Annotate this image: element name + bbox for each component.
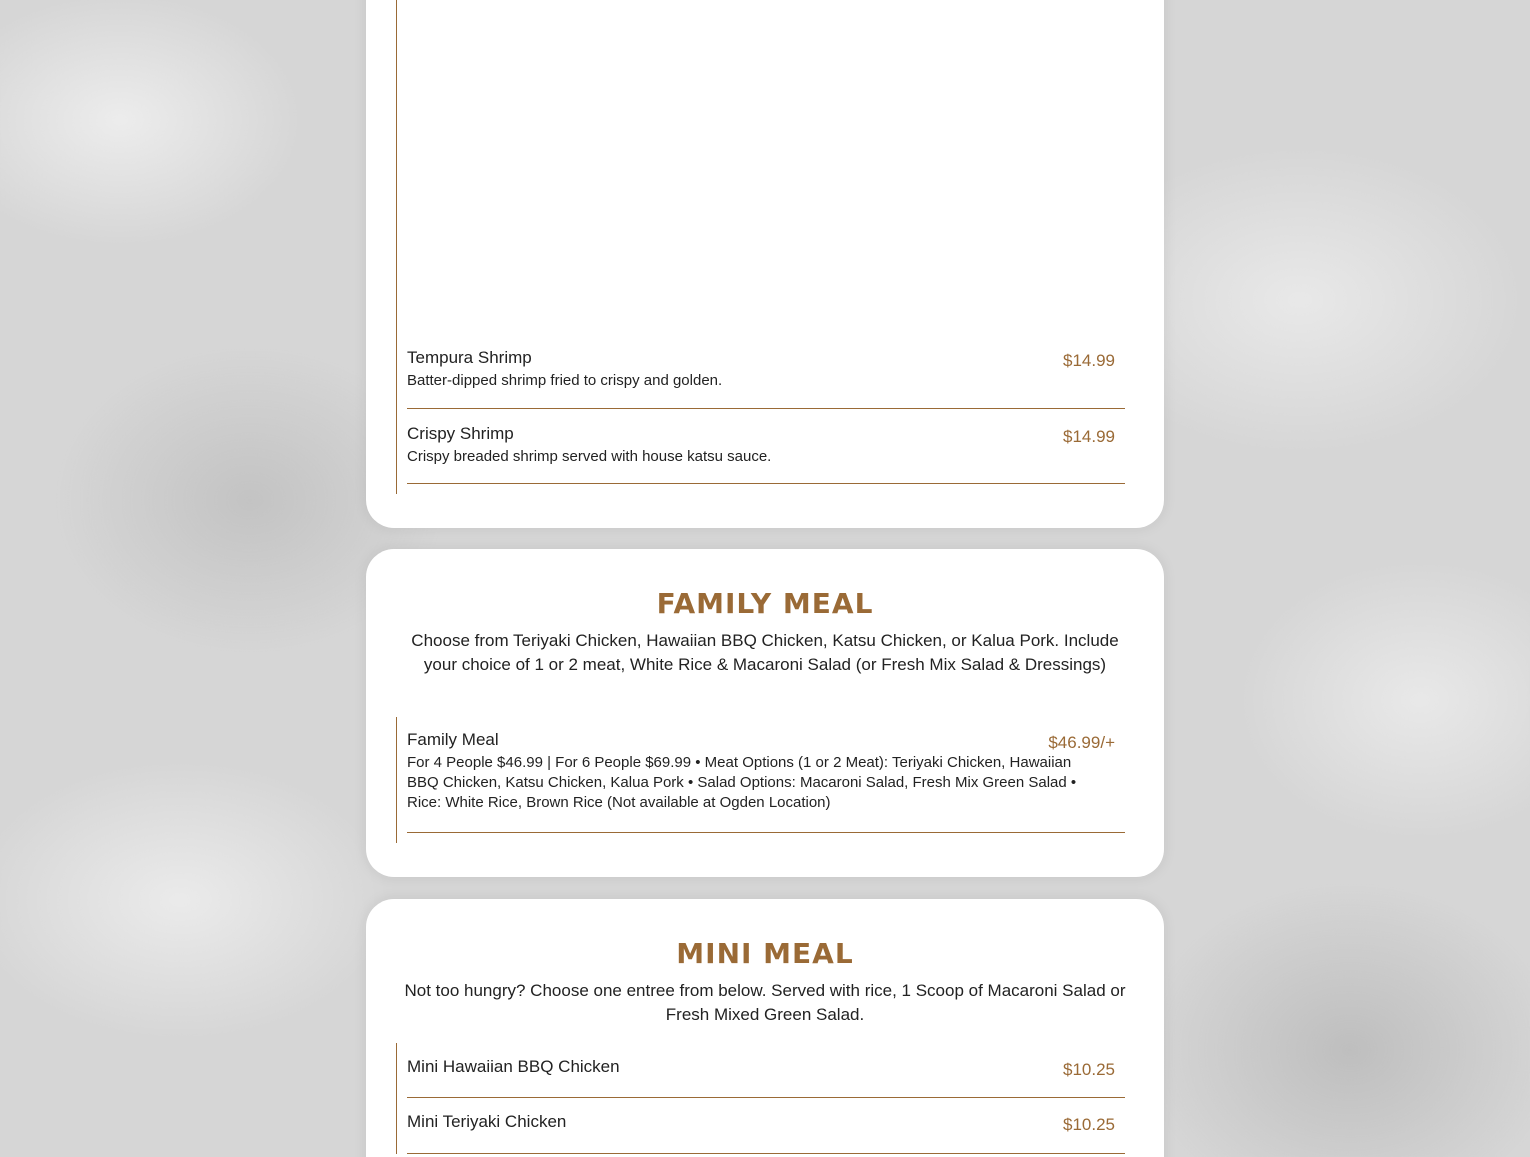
- menu-item-family-meal[interactable]: [407, 717, 1125, 833]
- list-spacer: [397, 833, 1125, 843]
- item-name: Family Meal: [407, 730, 499, 749]
- item-description: Crispy breaded shrimp served with house katsu sauce.: [407, 448, 772, 465]
- item-price: $46.99/+: [1048, 733, 1115, 752]
- menu-item-mini-hawaiian-bbq-chicken[interactable]: [407, 1043, 1125, 1098]
- menu-item-mini-teriyaki-chicken[interactable]: [407, 1098, 1125, 1154]
- menu-card-shrimp: [366, 0, 1164, 528]
- item-price: $14.99: [1063, 427, 1115, 446]
- menu-item-crispy-shrimp[interactable]: [407, 409, 1125, 484]
- section-title: FAMILY MEAL: [656, 587, 874, 620]
- item-price: $14.99: [1063, 351, 1115, 370]
- item-price: $10.25: [1063, 1060, 1115, 1079]
- item-name: Crispy Shrimp: [407, 424, 514, 443]
- item-price: $10.25: [1063, 1115, 1115, 1134]
- menu-item-list: [396, 1043, 1125, 1154]
- menu-item-list: [396, 340, 1125, 494]
- menu-item-list: [396, 717, 1125, 843]
- section-title: MINI MEAL: [676, 937, 854, 970]
- list-spacer: [397, 484, 1125, 494]
- item-description: Batter-dipped shrimp fried to crispy and golden.: [407, 372, 723, 389]
- menu-item-tempura-shrimp[interactable]: [407, 340, 1125, 409]
- item-name: Mini Teriyaki Chicken: [407, 1112, 567, 1131]
- item-description: For 4 People $46.99 | For 6 People $69.99 • Meat Options (1 or 2 Meat): Teriyaki Chicken, Hawaiian BBQ Chicken, Katsu Chicken, Kalua Pork • Salad Options: Macaroni Salad, Fresh Mix Green Salad • Rice: White Rice, Brown Rice (Not available at Ogden Location): [407, 754, 1077, 811]
- menu-card-mini-meal: [366, 899, 1164, 1157]
- item-image-area: [396, 0, 1125, 340]
- item-name: Tempura Shrimp: [407, 348, 532, 367]
- item-name: Mini Hawaiian BBQ Chicken: [407, 1057, 620, 1076]
- menu-card-family-meal: [366, 549, 1164, 877]
- section-description: Not too hungry? Choose one entree from below. Served with rice, 1 Scoop of Macaroni Salad or Fresh Mixed Green Salad.: [404, 981, 1126, 1024]
- section-description: Choose from Teriyaki Chicken, Hawaiian BBQ Chicken, Katsu Chicken, or Kalua Pork. Include your choice of 1 or 2 meat, White Rice & Macaroni Salad (or Fresh Mix Salad & Dressings): [411, 631, 1119, 674]
